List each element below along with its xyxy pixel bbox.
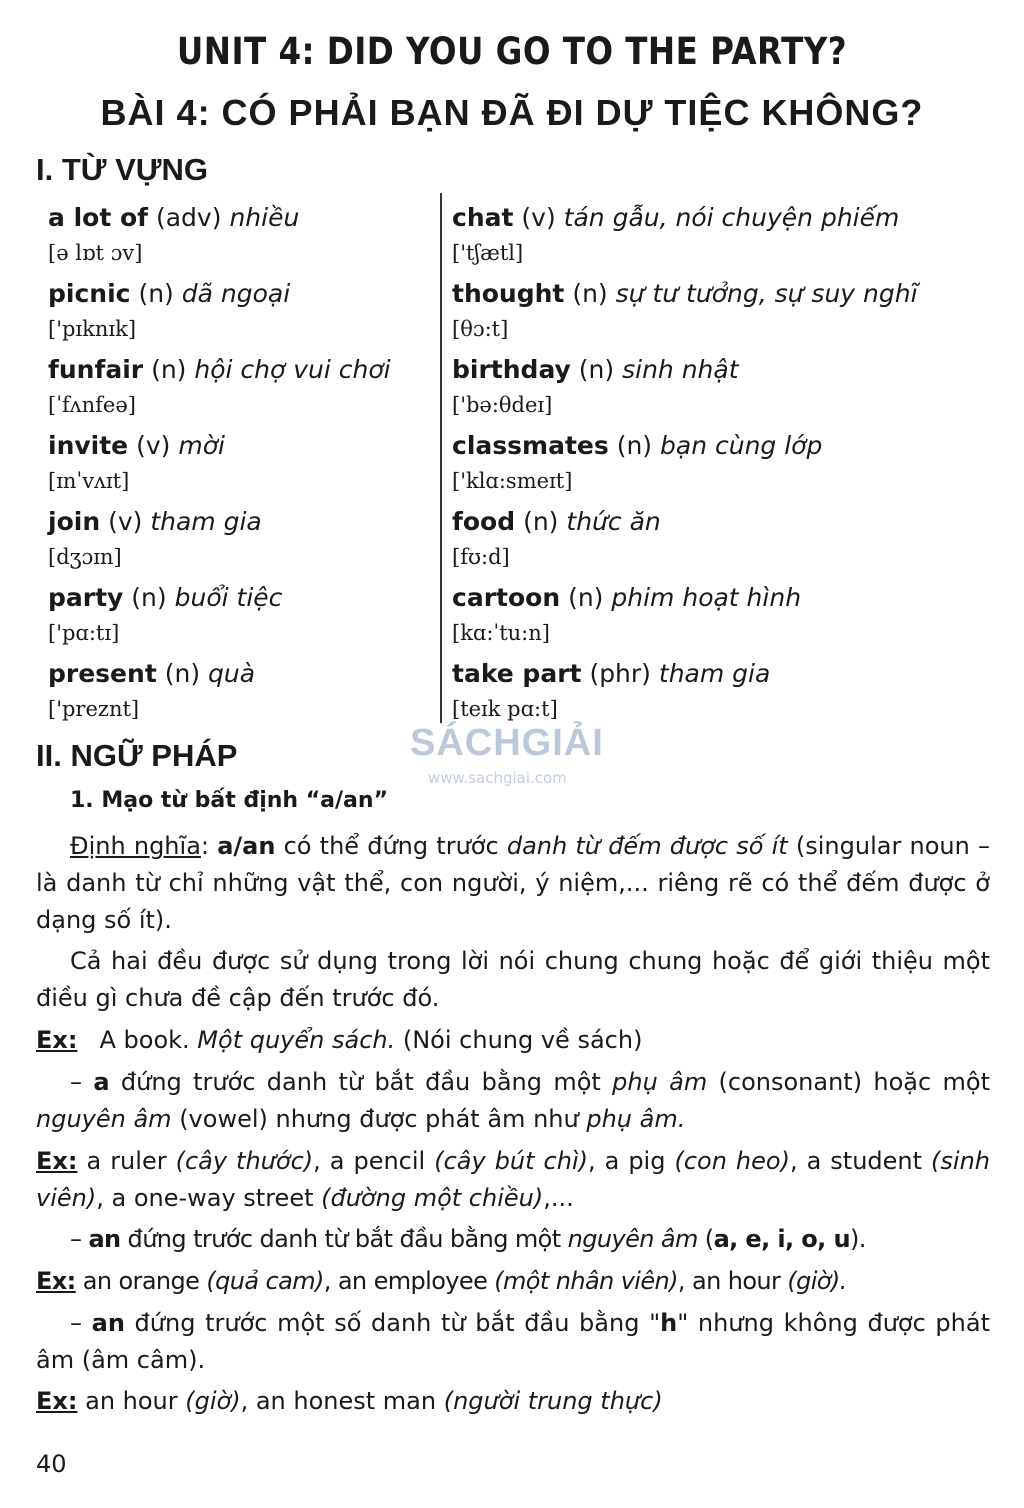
vocab-entry <box>452 656 872 732</box>
vocab-meaning: nhiều <box>229 203 300 232</box>
section-vocabulary-heading: I. TỪ VỰNG <box>36 152 208 187</box>
vocab-ipa: ['klɑ:smeɪt] <box>452 469 573 493</box>
vocab-ipa: ['preznt] <box>48 697 140 721</box>
page-number: 40 <box>36 1450 67 1478</box>
vocab-part-of-speech: (adv) <box>155 203 222 232</box>
vocab-meaning: sự tư tưởng, sự suy nghĩ <box>615 279 918 308</box>
vocab-part-of-speech: (phr) <box>589 659 651 688</box>
definition-label: Định nghĩa <box>70 832 201 860</box>
unit-title-english: UNIT 4: DID YOU GO TO THE PARTY? <box>176 30 848 73</box>
vocab-entry-line <box>48 504 468 540</box>
vocab-word: thought <box>452 279 565 308</box>
vocab-word: food <box>452 507 516 536</box>
vocab-entry-line <box>452 580 872 616</box>
vocab-entry <box>48 580 468 656</box>
vocab-entry <box>48 428 468 504</box>
vocab-entry-line <box>48 200 468 236</box>
vocab-entry <box>48 200 468 276</box>
vocab-part-of-speech: (n) <box>523 507 559 536</box>
vocab-ipa: [ɪnˈvʌɪt] <box>48 469 130 493</box>
example-4: Ex: an hour (giờ), an honest man (người trung thực) <box>36 1387 663 1415</box>
vocab-meaning: mời <box>178 431 225 460</box>
vocab-entry <box>452 200 900 276</box>
vocab-meaning: phim hoạt hình <box>611 583 802 612</box>
vocab-meaning: bạn cùng lớp <box>660 431 823 460</box>
vocab-entry <box>452 352 872 428</box>
definition-paragraph: Định nghĩa: a/an có thể đứng trước danh từ đếm được số ít (singular noun – là danh từ chỉ những vật thể, con người, ý niệm,... riêng rẽ có thể đếm được ở dạng số ít). <box>36 832 990 934</box>
vocab-word: cartoon <box>452 583 561 612</box>
vocab-ipa: [fʊ:d] <box>452 545 510 569</box>
subsection-indefinite-article: 1. Mạo từ bất định “a/an” <box>70 788 389 813</box>
vocab-entry-line <box>452 504 872 540</box>
vocab-ipa: [dʒɔɪn] <box>48 545 122 569</box>
watermark-logo: SÁCHGIẢI <box>410 722 604 764</box>
vocab-word: invite <box>48 431 129 460</box>
vocab-part-of-speech: (n) <box>131 583 167 612</box>
example-2: Ex: a ruler (cây thước), a pencil (cây bút chì), a pig (con heo), a student (sinh viên), a one-way street (đường một chiều),... <box>36 1147 991 1212</box>
vocab-part-of-speech: (n) <box>616 431 653 460</box>
vocab-word: chat <box>452 203 514 232</box>
vocab-meaning: buổi tiệc <box>174 583 283 612</box>
vocab-entry-line <box>48 656 468 692</box>
vocab-part-of-speech: (n) <box>164 659 201 688</box>
vocab-entry-line <box>452 200 900 236</box>
vocab-entry <box>452 428 872 504</box>
vocab-part-of-speech: (v) <box>108 507 143 536</box>
vocab-entry-line <box>452 352 872 388</box>
example-3: Ex: an orange (quả cam), an employee (một nhân viên), an hour (giờ). <box>36 1267 847 1295</box>
vocab-meaning: thức ăn <box>566 507 661 536</box>
vocab-word: birthday <box>452 355 571 384</box>
vocab-entry-line <box>48 580 468 616</box>
vocab-meaning: hội chợ vui chơi <box>194 355 391 384</box>
vocab-ipa: [ˈfʌnfeə] <box>48 393 136 417</box>
example-1: Ex: A book. Một quyển sách. (Nói chung về sách) <box>36 1026 643 1054</box>
vocab-ipa: [teɪk pɑ:t] <box>452 697 558 721</box>
vocab-entry <box>48 352 468 428</box>
vocab-word: present <box>48 659 157 688</box>
vocab-entry-line <box>452 276 918 312</box>
watermark <box>410 722 604 787</box>
vocab-part-of-speech: (n) <box>138 279 174 308</box>
vocab-entry <box>452 276 918 352</box>
rule-a-paragraph: – a đứng trước danh từ bắt đầu bằng một phụ âm (consonant) hoặc một nguyên âm (vowel) nhưng được phát âm như phụ âm. <box>36 1068 991 1133</box>
vocab-word: funfair <box>48 355 144 384</box>
rule-h-paragraph: – an đứng trước một số danh từ bắt đầu bằng "h" nhưng không được phát âm (âm câm). <box>36 1309 990 1374</box>
vocab-meaning: tán gẫu, nói chuyện phiếm <box>563 203 900 232</box>
unit-title-vietnamese: BÀI 4: CÓ PHẢI BẠN ĐÃ ĐI DỰ TIỆC KHÔNG? <box>100 92 924 133</box>
vocab-word: join <box>48 507 101 536</box>
vocab-entry-line <box>48 428 468 464</box>
vocab-part-of-speech: (v) <box>521 203 556 232</box>
vocab-entry <box>452 580 872 656</box>
vocab-entry-line <box>452 656 872 692</box>
vocab-meaning: tham gia <box>150 507 262 536</box>
vocab-ipa: ['pɪknɪk] <box>48 317 137 341</box>
vocab-entry <box>48 504 468 580</box>
watermark-url: www.sachgiai.com <box>428 769 567 787</box>
section-grammar-heading: II. NGỮ PHÁP <box>36 738 238 773</box>
vocab-entry <box>48 276 468 352</box>
vocab-word: picnic <box>48 279 131 308</box>
vocab-entry-line <box>48 352 468 388</box>
vocab-ipa: [kɑ:ˈtu:n] <box>452 621 550 645</box>
vocab-word: take part <box>452 659 582 688</box>
vocab-column-right <box>452 200 918 732</box>
vocab-word: party <box>48 583 124 612</box>
vocab-ipa: ['bə:θdeɪ] <box>452 393 553 417</box>
vocab-meaning: quà <box>208 659 256 688</box>
vocab-part-of-speech: (v) <box>136 431 171 460</box>
general-usage-paragraph: Cả hai đều được sử dụng trong lời nói chung chung hoặc để giới thiệu một điều gì chưa đề cập đến trước đó. <box>36 947 990 1012</box>
vocab-entry-line <box>452 428 872 464</box>
vocab-meaning: dã ngoại <box>181 279 291 308</box>
vocab-meaning: sinh nhật <box>622 355 739 384</box>
vocab-entry <box>452 504 872 580</box>
vocab-ipa: ['pɑ:tɪ] <box>48 621 120 645</box>
rule-an-paragraph: – an đứng trước danh từ bắt đầu bằng một nguyên âm (a, e, i, o, u). <box>70 1225 866 1253</box>
vocab-meaning: tham gia <box>658 659 771 688</box>
vocab-part-of-speech: (n) <box>578 355 615 384</box>
vocab-entry <box>48 656 468 732</box>
vocab-ipa: [ə lɒt ɔv] <box>48 241 143 265</box>
vocab-entry-line <box>48 276 468 312</box>
vocab-part-of-speech: (n) <box>151 355 187 384</box>
vocab-ipa: ['tʃætl] <box>452 241 524 265</box>
vocab-word: classmates <box>452 431 609 460</box>
vocab-word: a lot of <box>48 203 149 232</box>
vocab-part-of-speech: (n) <box>572 279 608 308</box>
vocab-column-left <box>48 200 468 732</box>
vocab-ipa: [θɔ:t] <box>452 317 509 341</box>
vocab-part-of-speech: (n) <box>568 583 604 612</box>
